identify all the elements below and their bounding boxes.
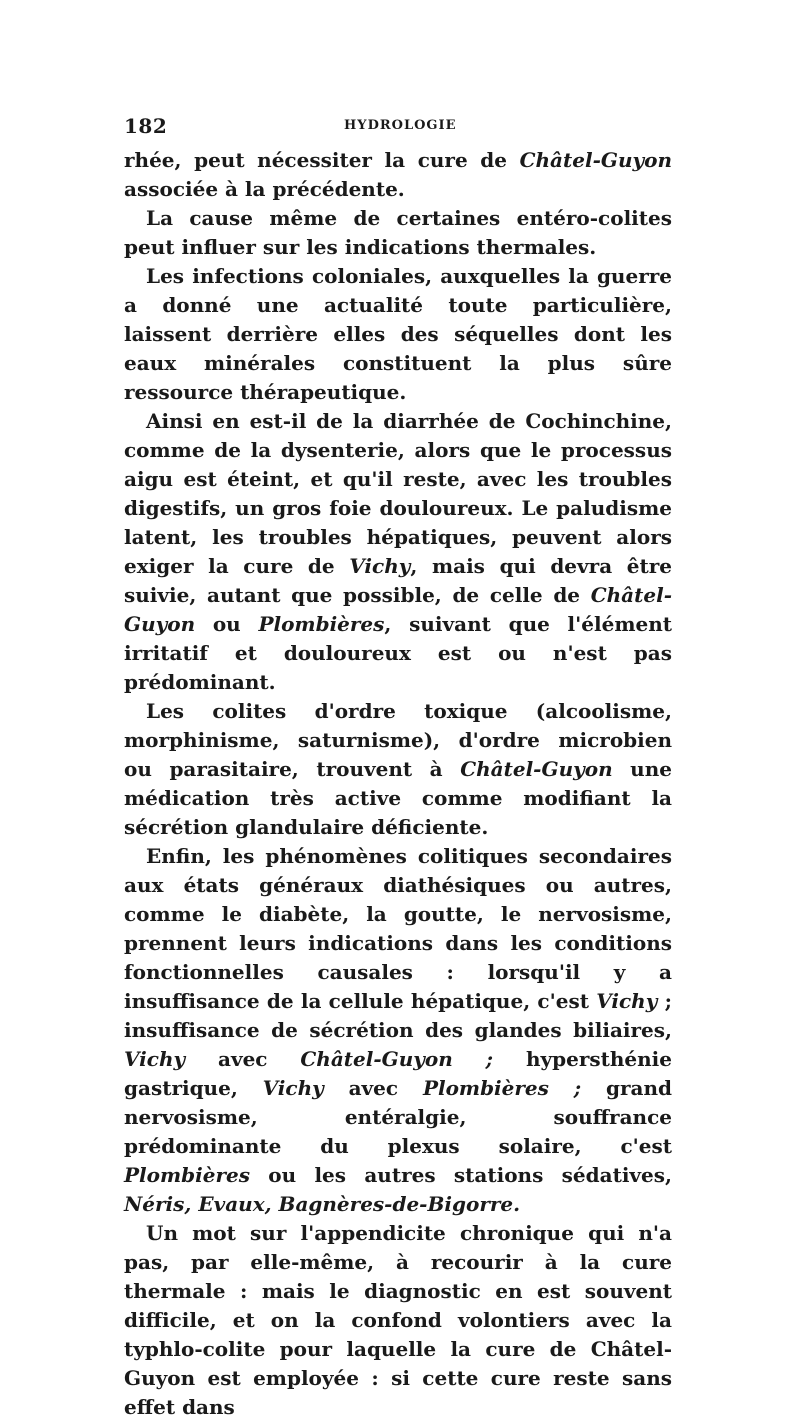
paragraph-6-text-m: ou les autres stations sédatives, [249, 1163, 672, 1187]
paragraph-4-italic-d: Châtel-Guyon [124, 583, 672, 636]
paragraph-6 [124, 842, 672, 1219]
paragraph-2 [124, 204, 672, 262]
paragraph-2-text-a: La cause même de certaines entéro-colites peut influer sur les indications thermales. [124, 206, 672, 259]
running-head: HYDROLOGIE [344, 118, 457, 133]
paragraph-6-italic-b: Vichy [596, 989, 658, 1013]
paragraph-1-text-c: associée à la précédente. [124, 177, 405, 201]
paragraph-1 [124, 146, 672, 204]
page-header [124, 114, 672, 136]
paragraph-1-italic-b: Châtel-Guyon [519, 148, 672, 172]
paragraph-6-italic-d: Vichy [124, 1047, 186, 1071]
paragraph-4-italic-b: Vichy [349, 554, 411, 578]
paragraph-4-text-e: ou [195, 612, 259, 636]
paragraph-6-text-e: avec [185, 1047, 301, 1071]
paragraph-6-italic-h: Vichy [262, 1076, 324, 1100]
paragraph-4-italic-f: Plombières [258, 612, 385, 636]
paragraph-7 [124, 1219, 672, 1422]
page-body [124, 146, 672, 1422]
page-number: 182 [124, 114, 168, 138]
paragraph-3 [124, 262, 672, 407]
paragraph-6-text-c: ; insuffisance de sécrétion des glandes biliaires, [124, 989, 672, 1042]
paragraph-6-text-g: hypersthénie gastrique, [124, 1047, 673, 1100]
paragraph-6-italic-l: Plombières [124, 1163, 250, 1187]
paragraph-3-text-a: Les infections coloniales, auxquelles la guerre a donné une actualité toute particulière, laissent derrière elles des séquelles dont les eaux minérales constituent la plus sûre ressource thérapeutique. [124, 264, 672, 404]
paragraph-1-text-a: rhée, peut nécessiter la cure de [124, 148, 520, 172]
paragraph-6-text-a: Enfin, les phénomènes colitiques secondaires aux états généraux diathésiques ou autres, comme le diabète, la goutte, le nervosisme, prennent leurs indications dans les conditions fonctionnelles causales : lorsqu'il y a insuffisance de la cellule hépatique, c'est [124, 844, 672, 1013]
paragraph-6-italic-f: Châtel-Guyon ; [300, 1047, 494, 1071]
paragraph-6-text-i: avec [323, 1076, 423, 1100]
paragraph-4-text-g: , suivant que l'élément irritatif et douloureux est ou n'est pas prédominant. [124, 612, 672, 694]
paragraph-6-italic-n: Néris, Evaux, Bagnères-de-Bigorre. [124, 1192, 521, 1216]
paragraph-5-text-c: une médication très active comme modifiant la sécrétion glandulaire déficiente. [124, 757, 672, 839]
paragraph-5 [124, 697, 672, 842]
paragraph-6-italic-j: Plombières ; [422, 1076, 582, 1100]
paragraph-4-text-c: , mais qui devra être suivie, autant que possible, de celle de [124, 554, 673, 607]
paragraph-4-text-a: Ainsi en est-il de la diarrhée de Cochinchine, comme de la dysenterie, alors que le processus aigu est éteint, et qu'il reste, avec les troubles digestifs, un gros foie douloureux. Le paludisme latent, les troubles hépatiques, peuvent alors exiger la cure de [124, 409, 672, 578]
paragraph-4 [124, 407, 672, 697]
paragraph-6-text-k: grand nervosisme, entéralgie, souffrance prédominante du plexus solaire, c'est [124, 1076, 672, 1158]
paragraph-5-italic-b: Châtel-Guyon [460, 757, 613, 781]
paragraph-5-text-a: Les colites d'ordre toxique (alcoolisme, morphinisme, saturnisme), d'ordre microbien ou parasitaire, trouvent à [124, 699, 672, 781]
paragraph-7-text-a: Un mot sur l'appendicite chronique qui n'a pas, par elle-même, à recourir à la cure thermale : mais le diagnostic en est souvent difficile, et on la confond volontiers avec la typhlo-colite pour laquelle la cure de Châtel-Guyon est employée : si cette cure reste sans effet dans [124, 1221, 672, 1419]
